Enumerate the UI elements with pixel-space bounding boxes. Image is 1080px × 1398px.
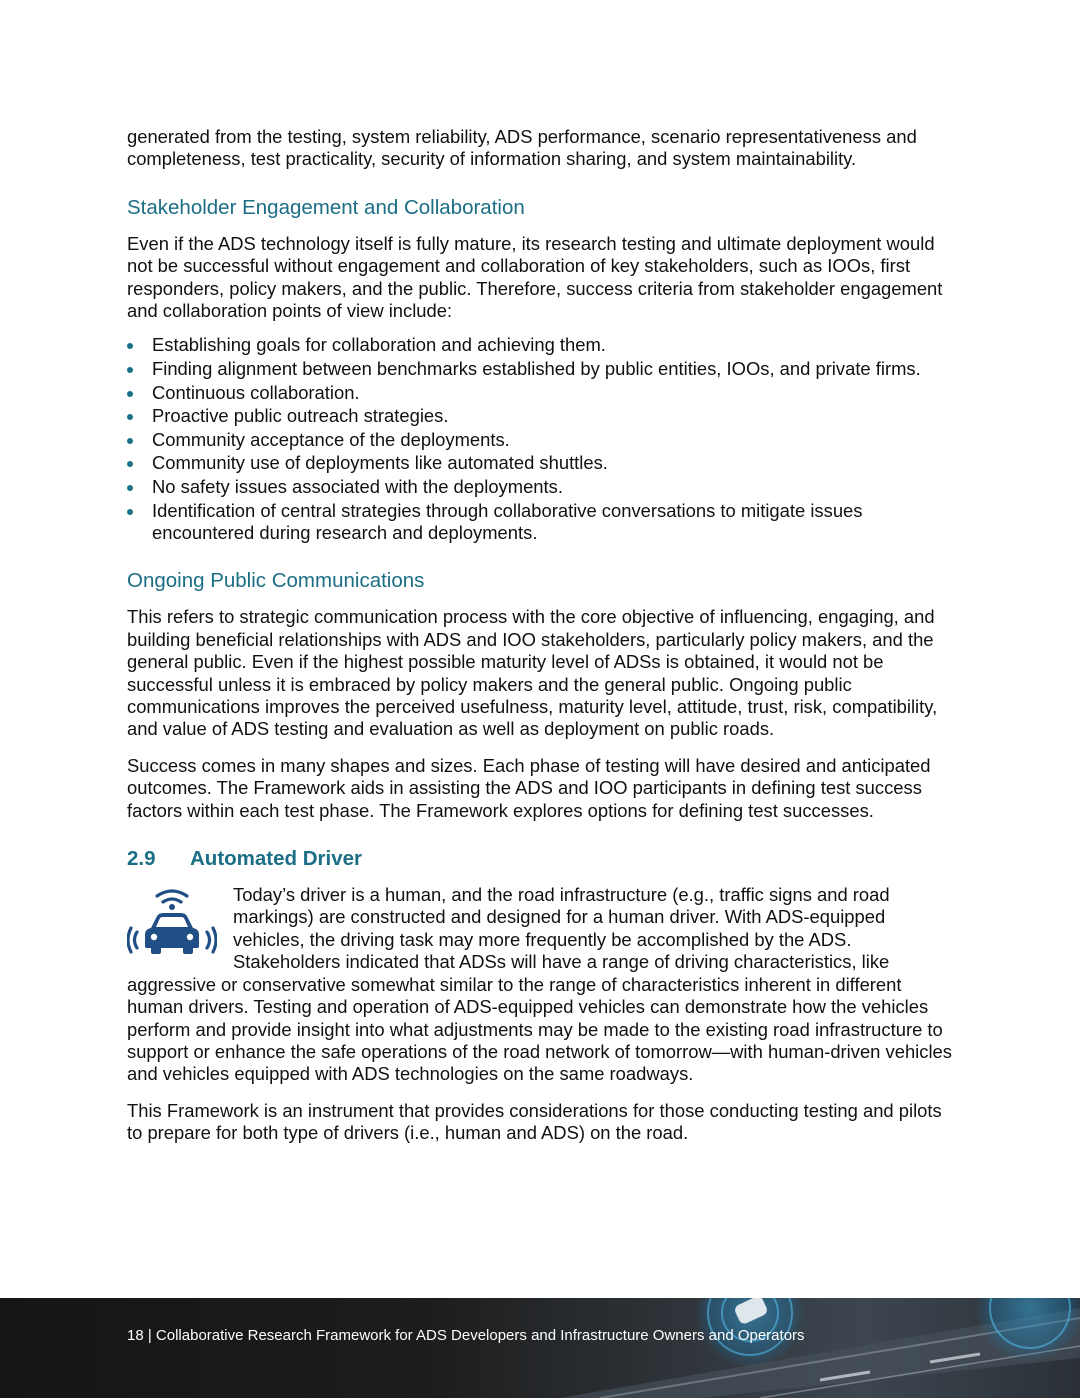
list-item [127, 476, 957, 498]
list-item [127, 334, 957, 356]
communications-heading: Ongoing Public Communications [127, 569, 425, 593]
list-item [127, 358, 957, 380]
list-item [127, 382, 957, 404]
section-title: Automated Driver [190, 847, 363, 871]
list-item [127, 405, 957, 427]
list-item-text: Proactive public outreach strategies. [152, 405, 449, 427]
connected-car-icon [127, 886, 217, 956]
bullet-dot-icon [127, 367, 133, 373]
list-item-text: Community acceptance of the deployments. [152, 428, 510, 450]
bullet-dot-icon [127, 485, 133, 491]
stakeholder-heading: Stakeholder Engagement and Collaboration [127, 195, 525, 219]
driver-paragraph-1: Today’s driver is a human, and the road infrastructure (e.g., traffic signs and road markings) are constructed and designed for a human driver. With ADS-equipped vehicles, the driving task may more frequently be accomplished by the ADS. Stakeholders indicated that ADSs will have a range of driving characteristics, like aggressive or conservative somewhat similar to the range of characteristics inherent in different human drivers. Testing and operation of ADS-equipped vehicles can demonstrate how the vehicles perform and provide insight into what adjustments may be made to the existing road infrastructure to support or enhance the safe operations of the road network of tomorrow—with human-driven vehicles and vehicles equipped with ADS technologies on the same roadways. [127, 884, 952, 1085]
road-background-image [0, 1298, 1080, 1398]
driver-paragraph-2: This Framework is an instrument that provides considerations for those conducting testing and pilots to prepare for both type of drivers (i.e., human and ADS) on the road. [127, 1099, 942, 1144]
footer-text: 18 | Collaborative Research Framework for ADS Developers and Infrastructure Owners and Operators [127, 1327, 805, 1344]
bullet-dot-icon [127, 391, 133, 397]
list-item-text: Finding alignment between benchmarks established by public entities, IOOs, and private firms. [152, 358, 921, 380]
list-item [127, 429, 957, 451]
bullet-dot-icon [127, 438, 133, 444]
success-criteria-list [127, 334, 957, 544]
section-heading [127, 846, 957, 872]
bullet-dot-icon [127, 509, 133, 515]
bullet-dot-icon [127, 461, 133, 467]
list-item-text: Establishing goals for collaboration and achieving them. [152, 334, 606, 356]
intro-paragraph: generated from the testing, system reliability, ADS performance, scenario representativeness and completeness, test practicality, security of information sharing, and system maintainability. [127, 126, 917, 170]
page-footer [0, 1298, 1080, 1398]
list-item-text: Identification of central strategies through collaborative conversations to mitigate issues encountered during research and deployments. [152, 499, 863, 543]
list-item [127, 452, 957, 474]
stakeholder-paragraph: Even if the ADS technology itself is fully mature, its research testing and ultimate deployment would not be successful without engagement and collaboration of key stakeholders, such as IOOs, first responders, policy makers, and the public. Therefore, success criteria from stakeholder engagement and collaboration points of view include: [127, 232, 943, 322]
bullet-dot-icon [127, 414, 133, 420]
bullet-dot-icon [127, 343, 133, 349]
section-number: 2.9 [127, 847, 156, 871]
list-item-text: Community use of deployments like automated shuttles. [152, 452, 608, 474]
list-item [127, 500, 957, 545]
communications-paragraph-2: Success comes in many shapes and sizes. Each phase of testing will have desired and anticipated outcomes. The Framework aids in assisting the ADS and IOO participants in defining test success factors within each test phase. The Framework explores options for defining test successes. [127, 754, 931, 821]
list-item-text: No safety issues associated with the deployments. [152, 476, 563, 497]
page-content [127, 126, 957, 1145]
communications-paragraph-1: This refers to strategic communication process with the core objective of influencing, engaging, and building beneficial relationships with ADS and IOO stakeholders, particularly policy makers, and the general public. Even if the highest possible maturity level of ADSs is obtained, it would not be successful unless it is embraced by policy makers and the general public. Ongoing public communications improves the perceived usefulness, maturity level, attitude, trust, risk, compatibility, and value of ADS testing and evaluation as well as deployment on public roads. [127, 606, 938, 740]
list-item-text: Continuous collaboration. [152, 381, 360, 403]
